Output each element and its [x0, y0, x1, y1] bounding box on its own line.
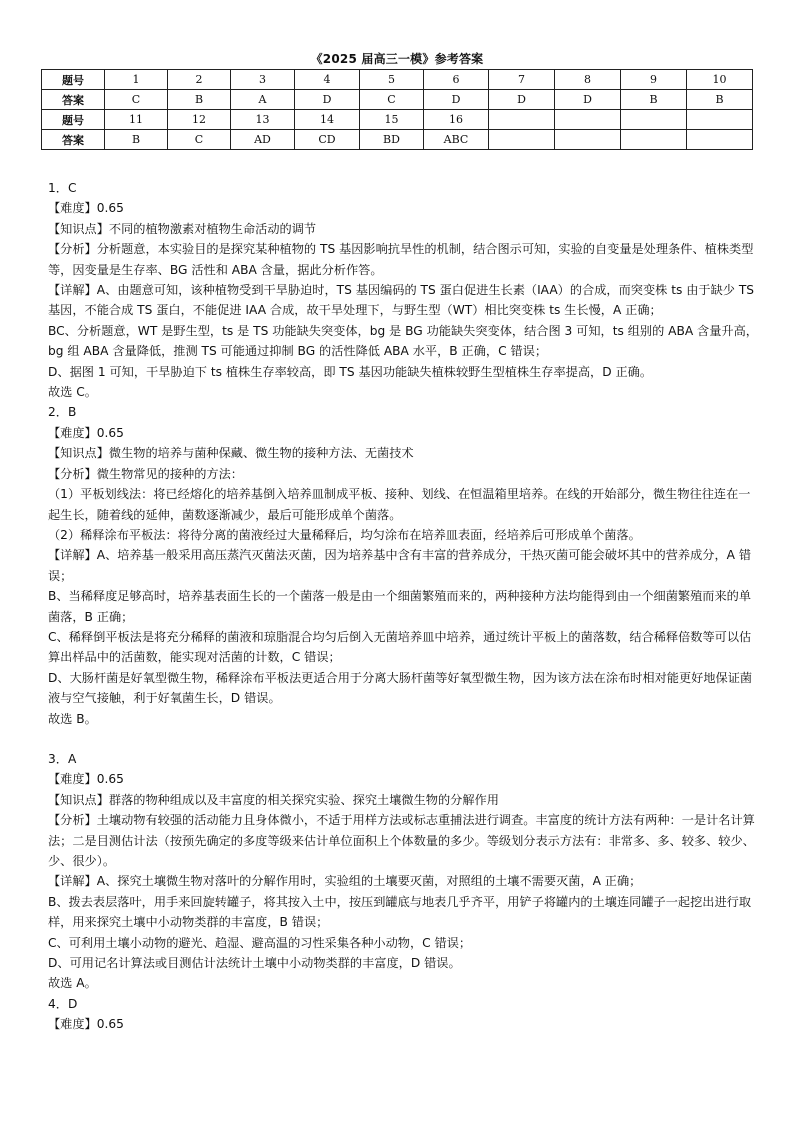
conclusion-line: 故选 A。	[48, 976, 97, 991]
table-cell	[489, 110, 555, 130]
answer-key-table	[41, 69, 753, 150]
detail-option-a: 【详解】A、探究土壤微生物对落叶的分解作用时，实验组的土壤要灭菌，对照组的土壤不需要灭菌，A 正确；	[48, 874, 642, 889]
detail-option-d: D、可用记名计算法或目测估计法统计土壤中小动物类群的丰富度，D 错误。	[48, 956, 461, 971]
question-1-explanation	[48, 178, 760, 402]
conclusion-line: 故选 B。	[48, 711, 97, 726]
table-cell	[621, 110, 687, 130]
detail-option-a: 【详解】A、由题意可知，该种植物受到干旱胁迫时，TS 基因编码的 TS 蛋白促进生长素（IAA）的合成，而突变株 ts 由于缺少 TS 基因，不能合成 TS 蛋白，不能促进 IAA 合成，故干旱处理下，与野生型（WT）相比突变株 ts 生长慢，A 正确；	[48, 283, 755, 318]
table-cell: B	[168, 90, 231, 110]
table-cell: B	[687, 90, 753, 110]
detail-option-a: 【详解】A、培养基一般采用高压蒸汽灭菌法灭菌，因为培养基中含有丰富的营养成分，干热灭菌可能会破坏其中的营养成分，A 错误；	[48, 548, 752, 583]
table-cell: 13	[231, 110, 295, 130]
table-cell: 7	[489, 70, 555, 90]
table-cell: 5	[360, 70, 424, 90]
table-cell: CD	[295, 130, 360, 150]
table-cell	[555, 110, 621, 130]
table-row	[42, 70, 753, 90]
table-cell: 8	[555, 70, 621, 90]
table-cell: B	[621, 90, 687, 110]
method-spread-plate: （2）稀释涂布平板法：将待分离的菌液经过大量稀释后，均匀涂布在培养皿表面，经培养后可形成单个菌落。	[48, 527, 641, 542]
table-cell: 2	[168, 70, 231, 90]
table-row	[42, 130, 753, 150]
detail-option-c: C、可利用土壤小动物的避光、趋湿、避高温的习性采集各种小动物，C 错误；	[48, 935, 472, 950]
table-cell: C	[105, 90, 168, 110]
analysis-paragraph: 【分析】分析题意，本实验目的是探究某种植物的 TS 基因影响抗旱性的机制，结合图示可知，实验的自变量是处理条件、植株类型等，因变量是生存率、BG 活性和 ABA 含量，据此分析作答。	[48, 242, 754, 277]
difficulty-line: 【难度】0.65	[48, 201, 124, 216]
analysis-paragraph: 【分析】微生物常见的接种的方法：	[48, 466, 243, 481]
question-3-explanation	[48, 749, 760, 994]
difficulty-line: 【难度】0.65	[48, 772, 124, 787]
detail-option-c: C、稀释倒平板法是将充分稀释的菌液和琼脂混合均匀后倒入无菌培养皿中培养，通过统计平板上的菌落数，结合稀释倍数等可以估算出样品中的活菌数，能实现对活菌的计数，C 错误；	[48, 629, 752, 665]
row-header-cell: 题号	[42, 70, 105, 90]
knowledge-point-line: 【知识点】群落的物种组成以及丰富度的相关探究实验、探究土壤微生物的分解作用	[48, 792, 499, 807]
question-number: 4．D	[48, 996, 78, 1011]
table-cell: D	[295, 90, 360, 110]
table-cell	[555, 130, 621, 150]
detail-option-d: D、据图 1 可知，干旱胁迫下 ts 植株生存率较高，即 TS 基因功能缺失植株较野生型植株生存率提高，D 正确。	[48, 364, 653, 379]
table-cell: ABC	[424, 130, 489, 150]
question-2-explanation	[48, 402, 760, 729]
table-cell: 10	[687, 70, 753, 90]
knowledge-point-line: 【知识点】微生物的培养与菌种保藏、微生物的接种方法、无菌技术	[48, 446, 414, 461]
table-cell: C	[168, 130, 231, 150]
table-cell	[621, 130, 687, 150]
detail-option-d: D、大肠杆菌是好氧型微生物，稀释涂布平板法更适合用于分离大肠杆菌等好氧型微生物，因为该方法在涂布时相对能更好地保证菌液与空气接触，利于好氧菌生长，D 错误。	[48, 670, 753, 706]
table-cell: BD	[360, 130, 424, 150]
row-header-cell: 题号	[42, 110, 105, 130]
analysis-paragraph: 【分析】土壤动物有较强的活动能力且身体微小，不适于用样方法或标志重捕法进行调查。丰富度的统计方法有两种：一是计名计算法；二是目测估计法（按预先确定的多度等级来估计单位面积上个体数量的多少。等级划分表示方法有：非常多、多、较多、较少、少、很少）。	[48, 813, 755, 868]
table-cell: B	[105, 130, 168, 150]
table-cell: 4	[295, 70, 360, 90]
question-4-explanation	[48, 994, 760, 1035]
row-header-cell: 答案	[42, 130, 105, 150]
table-cell: D	[555, 90, 621, 110]
table-row	[42, 90, 753, 110]
conclusion-line: 故选 C。	[48, 385, 97, 400]
section-spacer	[48, 729, 760, 749]
table-cell	[687, 110, 753, 130]
knowledge-point-line: 【知识点】不同的植物激素对植物生命活动的调节	[48, 221, 317, 236]
table-cell: 6	[424, 70, 489, 90]
table-cell: 16	[424, 110, 489, 130]
table-cell: 11	[105, 110, 168, 130]
table-cell	[687, 130, 753, 150]
table-cell: D	[489, 90, 555, 110]
table-cell: C	[360, 90, 424, 110]
question-number: 1．C	[48, 181, 77, 195]
table-cell: A	[231, 90, 295, 110]
question-number: 2．B	[48, 405, 77, 420]
table-cell: 3	[231, 70, 295, 90]
table-row	[42, 110, 753, 130]
table-cell: 1	[105, 70, 168, 90]
method-streak-plate: （1）平板划线法：将已经熔化的培养基倒入培养皿制成平板、接种、划线、在恒温箱里培养。在线的开始部分，微生物往往连在一起生长，随着线的延伸，菌数逐渐减少，最后可能形成单个菌落。	[48, 487, 751, 522]
detail-option-bc: BC、分析题意，WT 是野生型，ts 是 TS 功能缺失突变体，bg 是 BG 功能缺失突变体，结合图 3 可知，ts 组别的 ABA 含量升高，bg 组 ABA 含量降低，推测 TS 可能通过抑制 BG 的活性降低 ABA 水平，B 正确，C 错误；	[48, 323, 758, 359]
table-cell: 14	[295, 110, 360, 130]
answer-explanations	[48, 178, 760, 1035]
difficulty-line: 【难度】0.65	[48, 1017, 124, 1032]
detail-option-b: B、当稀释度足够高时，培养基表面生长的一个菌落一般是由一个细菌繁殖而来的，两种接种方法均能得到由一个细菌繁殖而来的单菌落，B 正确；	[48, 589, 752, 624]
table-cell: 9	[621, 70, 687, 90]
table-cell: 12	[168, 110, 231, 130]
row-header-cell: 答案	[42, 90, 105, 110]
document-title: 《2025 届高三一模》参考答案	[310, 52, 484, 66]
table-cell: AD	[231, 130, 295, 150]
table-cell: D	[424, 90, 489, 110]
question-number: 3．A	[48, 751, 77, 766]
table-cell	[489, 130, 555, 150]
detail-option-b: B、拨去表层落叶，用手来回旋转罐子，将其按入土中，按压到罐底与地表几乎齐平，用铲子将罐内的土壤连同罐子一起挖出进行取样，用来探究土壤中小动物类群的丰富度，B 错误；	[48, 894, 752, 930]
table-cell: 15	[360, 110, 424, 130]
difficulty-line: 【难度】0.65	[48, 425, 124, 440]
